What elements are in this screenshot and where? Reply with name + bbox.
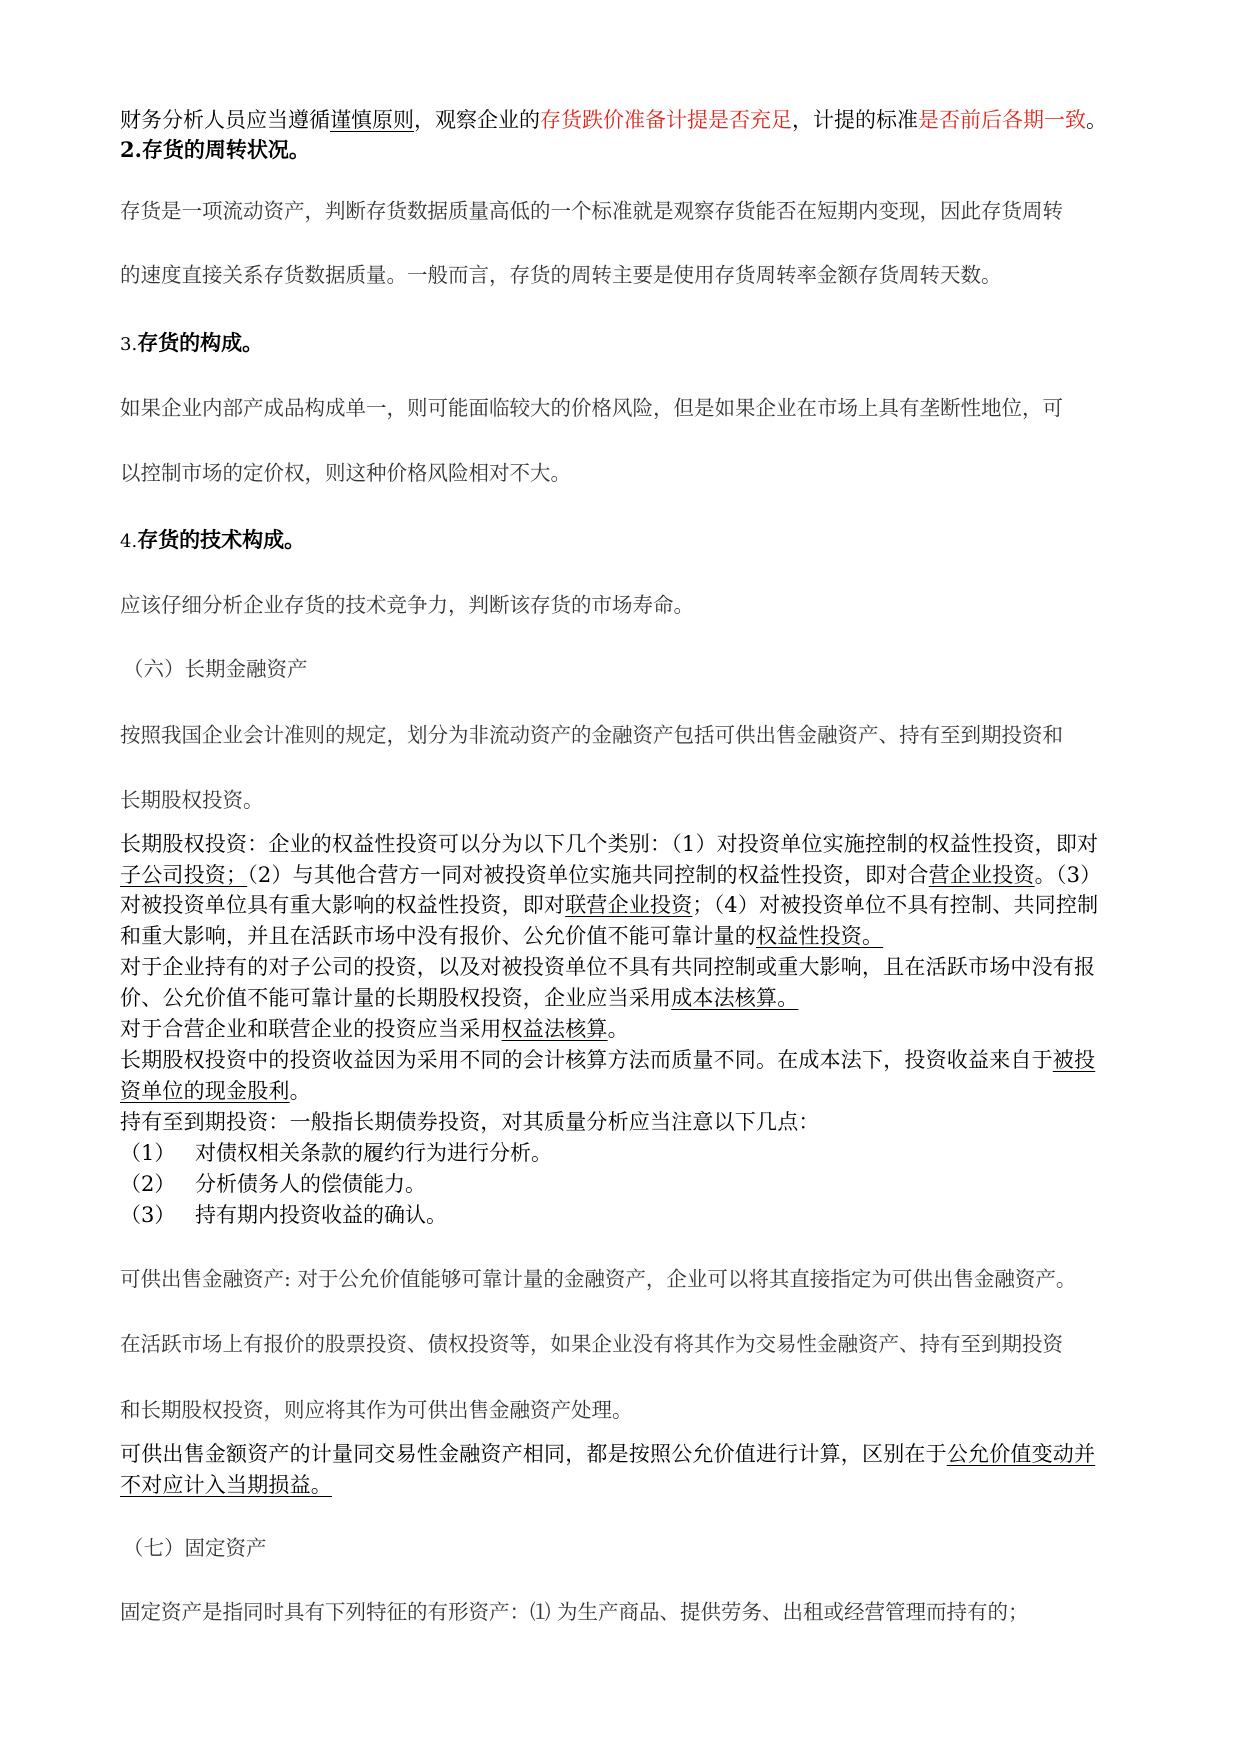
- highlighted-text: 存货跌价准备计提是否充足: [540, 108, 792, 132]
- paragraph-afs-measurement-line1: 可供出售金额资产的计量同交易性金融资产相同，都是按照公允价值进行计算，区别在于公允价值变动并: [120, 1442, 1096, 1466]
- highlighted-text: 是否前后各期一致: [918, 108, 1086, 132]
- paragraph-standards-line2: 长期股权投资。: [120, 788, 264, 812]
- paragraph-composition-line1: 如果企业内部产成品构成单一，则可能面临较大的价格风险，但是如果企业在市场上具有垄断性地位，可: [120, 396, 1063, 420]
- paragraph-composition-line2: 以控制市场的定价权，则这种价格风险相对不大。: [120, 461, 571, 485]
- paragraph-cost-method-line2: 价、公允价值不能可靠计量的长期股权投资，企业应当采用成本法核算。: [120, 986, 799, 1010]
- underlined-term: 谨慎原则: [330, 108, 414, 132]
- heading-inventory-composition: 3.存货的构成。: [120, 330, 264, 355]
- paragraph-equity-method: 对于合营企业和联营企业的投资应当采用权益法核算。: [120, 1017, 629, 1041]
- section-heading-fixed-assets: （七）固定资产: [123, 1536, 267, 1560]
- list-item: （3） 持有期内投资收益的确认。: [120, 1203, 447, 1227]
- paragraph-fixed-assets: 固定资产是指同时具有下列特征的有形资产：⑴ 为生产商品、提供劳务、出租或经营管理而持有的；: [120, 1600, 1029, 1624]
- paragraph-equity-line2: 子公司投资；（2）与其他合营方一同对被投资单位实施共同控制的权益性投资，即对合营企业投资。（3）: [120, 863, 1102, 887]
- paragraph-cost-method-line1: 对于企业持有的对子公司的投资，以及对被投资单位不具有共同控制或重大影响，且在活跃市场中没有报: [120, 955, 1096, 979]
- paragraph-investment-income-line2: 资单位的现金股利。: [120, 1079, 311, 1103]
- paragraph-equity-line4: 和重大影响，并且在活跃市场中没有报价、公允价值不能可靠计量的权益性投资。: [120, 924, 884, 948]
- list-item: （2） 分析债务人的偿债能力。: [120, 1172, 426, 1196]
- heading-technical-composition: 4.存货的技术构成。: [120, 527, 306, 552]
- paragraph-afs-definition: 可供出售金融资产: 对于公允价值能够可靠计量的金融资产，企业可以将其直接指定为可供出售金融资产。: [120, 1267, 1077, 1291]
- list-item: （1） 对债权相关条款的履约行为进行分析。: [120, 1141, 552, 1165]
- paragraph-turnover-line1: 存货是一项流动资产，判断存货数据质量高低的一个标准就是观察存货能否在短期内变现，因此存货周转: [120, 199, 1063, 223]
- paragraph-turnover-line2: 的速度直接关系存货数据质量。一般而言，存货的周转主要是使用存货周转率金额存货周转天数。: [120, 263, 1002, 287]
- paragraph-standards-line1: 按照我国企业会计准则的规定，划分为非流动资产的金融资产包括可供出售金融资产、持有至到期投资和: [120, 723, 1063, 747]
- paragraph-afs-market-line1: 在活跃市场上有报价的股票投资、债权投资等，如果企业没有将其作为交易性金融资产、持有至到期投资: [120, 1332, 1063, 1356]
- paragraph-afs-market-line2: 和长期股权投资，则应将其作为可供出售金融资产处理。: [120, 1398, 633, 1422]
- paragraph-technical: 应该仔细分析企业存货的技术竞争力，判断该存货的市场寿命。: [120, 593, 694, 617]
- paragraph-equity-line1: 长期股权投资：企业的权益性投资可以分为以下几个类别：（1）对投资单位实施控制的权益性投资，即对: [120, 832, 1099, 856]
- paragraph-inventory-provision: 财务分析人员应当遵循谨慎原则，观察企业的存货跌价准备计提是否充足，计提的标准是否前后各期一致。: [120, 108, 1107, 132]
- paragraph-equity-line3: 对被投资单位具有重大影响的权益性投资，即对联营企业投资；（4）对被投资单位不具有控制、共同控制: [120, 893, 1099, 917]
- paragraph-afs-measurement-line2: 不对应计入当期损益。: [120, 1473, 332, 1497]
- paragraph-investment-income-line1: 长期股权投资中的投资收益因为采用不同的会计核算方法而质量不同。在成本法下，投资收益来自于被投: [120, 1048, 1096, 1072]
- paragraph-held-to-maturity: 持有至到期投资：一般指长期债券投资，对其质量分析应当注意以下几点：: [120, 1110, 820, 1134]
- section-heading-long-term-financial-assets: （六）长期金融资产: [123, 657, 308, 681]
- heading-inventory-turnover: 2.存货的周转状况。: [120, 137, 310, 162]
